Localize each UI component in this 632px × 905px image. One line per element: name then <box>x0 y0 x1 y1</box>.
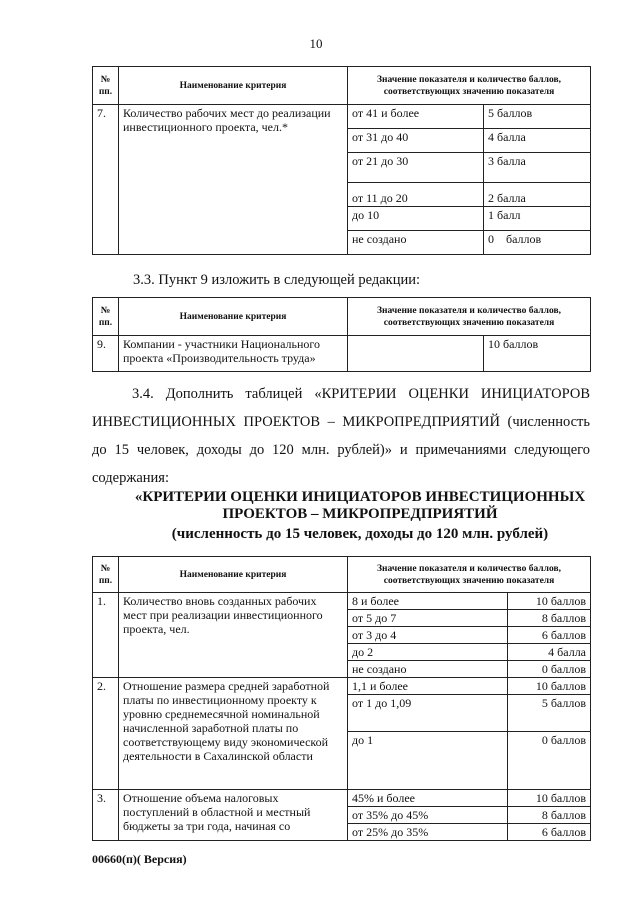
score-cell: 4 балла <box>508 644 591 661</box>
score-cell: 0 баллов <box>508 661 591 678</box>
row-num: 7. <box>93 105 119 255</box>
heading-line-1: «КРИТЕРИИ ОЦЕНКИ ИНИЦИАТОРОВ ИНВЕСТИЦИОННЫХ <box>134 489 586 505</box>
criterion-text: Компании - участники Национального проекта «Производительность труда» <box>119 336 348 372</box>
score-cell: 5 баллов <box>508 695 591 732</box>
value-cell: от 1 до 1,09 <box>348 695 508 732</box>
value-cell: до 10 <box>348 207 484 231</box>
header-value: Значение показателя и количество баллов, соответствующих значению показателя <box>348 557 591 593</box>
header-value: Значение показателя и количество баллов, соответствующих значению показателя <box>348 67 591 105</box>
score-cell: 10 баллов <box>508 790 591 807</box>
value-cell: 45% и более <box>348 790 508 807</box>
value-cell <box>348 336 484 372</box>
page-number: 10 <box>309 36 323 51</box>
header-criterion: Наименование критерия <box>119 298 348 336</box>
value-cell: от 41 и более <box>348 105 484 129</box>
row-num: 2. <box>93 678 119 790</box>
header-num: № пп. <box>93 67 119 105</box>
row-num: 1. <box>93 593 119 678</box>
header-num: № пп. <box>93 298 119 336</box>
score-cell: 10 баллов <box>484 336 591 372</box>
score-cell: 10 баллов <box>508 593 591 610</box>
value-cell: 8 и более <box>348 593 508 610</box>
score-cell: 1 балл <box>484 207 591 231</box>
criteria-table-9 <box>92 297 591 372</box>
score-cell: 8 баллов <box>508 807 591 824</box>
score-cell: 3 балла <box>484 153 591 183</box>
criteria-table-7 <box>92 66 591 255</box>
value-cell: от 35% до 45% <box>348 807 508 824</box>
value-cell: до 1 <box>348 732 508 790</box>
value-cell: от 31 до 40 <box>348 129 484 153</box>
value-cell: не создано <box>348 231 484 255</box>
value-cell: от 5 до 7 <box>348 610 508 627</box>
score-cell: 6 баллов <box>508 627 591 644</box>
row-num: 9. <box>93 336 119 372</box>
score-cell: 8 баллов <box>508 610 591 627</box>
value-cell: до 2 <box>348 644 508 661</box>
document-footer: 00660(п)( Версия) <box>92 852 187 866</box>
heading-line-3: (численность до 15 человек, доходы до 120 млн. рублей) <box>171 526 549 542</box>
row-num: 3. <box>93 790 119 841</box>
header-value: Значение показателя и количество баллов, соответствующих значению показателя <box>348 298 591 336</box>
value-cell: 1,1 и более <box>348 678 508 695</box>
table-heading <box>110 489 610 543</box>
value-cell: от 25% до 35% <box>348 824 508 841</box>
header-criterion: Наименование критерия <box>119 557 348 593</box>
score-cell: 10 баллов <box>508 678 591 695</box>
criterion-text: Отношение размера средней заработной платы по инвестиционному проекту к уровню среднемесячной номинальной начисленной заработной платы по соответствующему виду экономической деятельности в Сахалинской области <box>119 678 348 790</box>
value-cell: от 21 до 30 <box>348 153 484 183</box>
header-criterion: Наименование критерия <box>119 67 348 105</box>
heading-line-2: ПРОЕКТОВ – МИКРОПРЕДПРИЯТИЙ <box>222 506 498 522</box>
section-3-4: 3.4. Дополнить таблицей «КРИТЕРИИ ОЦЕНКИ ИНИЦИАТОРОВ ИНВЕСТИЦИОННЫХ ПРОЕКТОВ – МИКРОПРЕДПРИЯТИЙ (численность до 15 человек, доходы до 120 млн. рублей)» и примечаниями следующего содержания: <box>92 386 590 486</box>
criterion-text: Количество вновь созданных рабочих мест при реализации инвестиционного проекта, чел. <box>119 593 348 678</box>
header-num: № пп. <box>93 557 119 593</box>
value-cell: не создано <box>348 661 508 678</box>
score-cell: 5 баллов <box>484 105 591 129</box>
section-3-3: 3.3. Пункт 9 изложить в следующей редакции: <box>133 272 421 288</box>
score-cell: 0 баллов <box>508 732 591 790</box>
score-cell: 2 балла <box>484 183 591 207</box>
criterion-text: Отношение объема налоговых поступлений в областной и местный бюджеты за три года, начиная со <box>119 790 348 841</box>
criterion-text: Количество рабочих мест до реализации инвестиционного проекта, чел.* <box>119 105 348 255</box>
value-cell: от 3 до 4 <box>348 627 508 644</box>
score-cell: 6 баллов <box>508 824 591 841</box>
score-cell: 4 балла <box>484 129 591 153</box>
value-cell: от 11 до 20 <box>348 183 484 207</box>
score-cell: 0 баллов <box>484 231 591 255</box>
micro-enterprise-criteria-table <box>92 556 591 841</box>
